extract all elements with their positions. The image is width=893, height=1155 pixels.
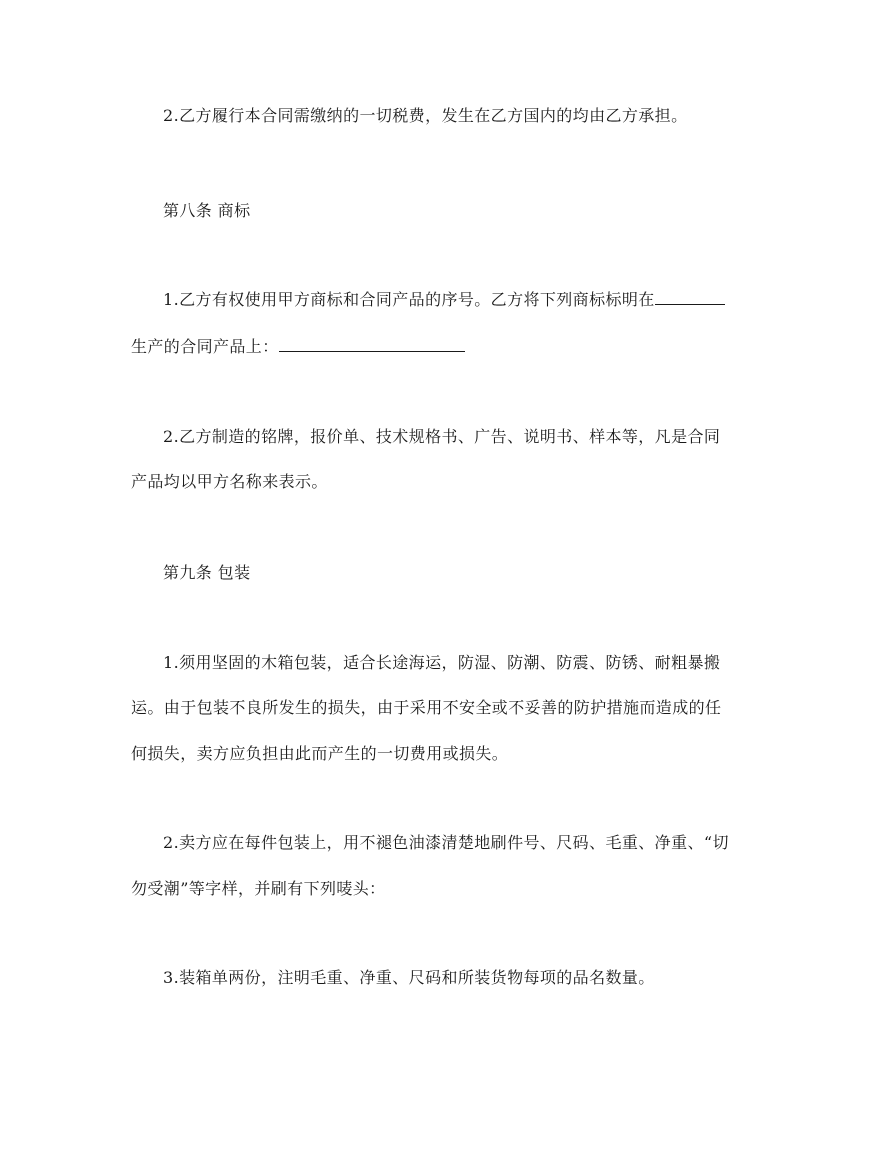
article-9-heading: 第九条 包装 (163, 563, 251, 582)
article-8-heading: 第八条 商标 (163, 201, 251, 220)
trademark-blank-2 (279, 337, 465, 352)
packing-clause-1-line-1: 1.须用坚固的木箱包装，适合长途海运，防湿、防潮、防震、防锈、耐粗暴搬 (163, 653, 721, 672)
packing-clause-1-line-3: 何损失，卖方应负担由此而产生的一切费用或损失。 (131, 744, 509, 763)
trademark-clause-1-line-1 (163, 290, 725, 310)
packing-clause-2-line-1: 2.卖方应在每件包装上，用不褪色油漆清楚地刷件号、尺码、毛重、净重、“切 (163, 833, 729, 852)
trademark-clause-2-line-2: 产品均以甲方名称来表示。 (131, 472, 328, 491)
packing-clause-2-line-2: 勿受潮”等字样，并刷有下列唛头： (131, 879, 386, 898)
trademark-clause-1-text: 1.乙方有权使用甲方商标和合同产品的序号。乙方将下列商标标明在 (163, 290, 655, 309)
tax-clause-2: 2.乙方履行本合同需缴纳的一切税费，发生在乙方国内的均由乙方承担。 (163, 106, 688, 125)
trademark-clause-2-line-1: 2.乙方制造的铭牌，报价单、技术规格书、广告、说明书、样本等，凡是合同 (163, 427, 721, 446)
packing-clause-3: 3.装箱单两份，注明毛重、净重、尺码和所装货物每项的品名数量。 (163, 968, 655, 987)
trademark-clause-1-text-2: 生产的合同产品上： (131, 337, 279, 356)
packing-clause-1-line-2: 运。由于包装不良所发生的损失，由于采用不安全或不妥善的防护措施而造成的任 (131, 698, 722, 717)
trademark-clause-1-line-2 (131, 337, 465, 357)
trademark-blank-1 (655, 290, 725, 305)
